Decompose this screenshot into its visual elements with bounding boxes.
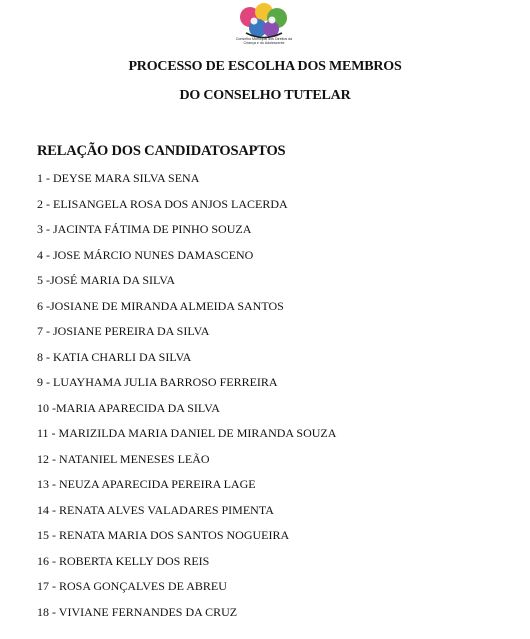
- candidate-item: 17 - ROSA GONÇALVES DE ABREU: [37, 579, 227, 593]
- candidates-heading: RELAÇÃO DOS CANDIDATOSAPTOS: [37, 143, 286, 159]
- logo-caption-line: Criança e do Adolescente: [243, 41, 285, 46]
- document-title-line-1: PROCESSO DE ESCOLHA DOS MEMBROS: [128, 59, 402, 74]
- candidate-item: 13 - NEUZA APARECIDA PEREIRA LAGE: [37, 477, 256, 491]
- candidate-item: 18 - VIVIANE FERNANDES DA CRUZ: [37, 604, 238, 619]
- candidate-item: 5 -JOSÉ MARIA DA SILVA: [37, 273, 176, 287]
- logo-face-right: [269, 17, 276, 24]
- document-title-line-2: DO CONSELHO TUTELAR: [179, 88, 351, 103]
- candidate-item: 4 - JOSE MÁRCIO NUNES DAMASCENO: [37, 247, 254, 262]
- candidate-item: 10 -MARIA APARECIDA DA SILVA: [37, 400, 220, 415]
- candidate-item: 11 - MARIZILDA MARIA DANIEL DE MIRANDA SOUZA: [37, 426, 337, 440]
- candidate-item: 7 - JOSIANE PEREIRA DA SILVA: [37, 324, 210, 338]
- candidate-item: 12 - NATANIEL MENESES LEÃO: [37, 451, 210, 466]
- logo-caption-line: Conselho Municipal dos Direitos da: [235, 37, 293, 41]
- candidate-item: 8 - KATIA CHARLI DA SILVA: [37, 349, 192, 364]
- candidate-list: [37, 170, 336, 629]
- candidate-item: 16 - ROBERTA KELLY DOS REIS: [37, 553, 210, 568]
- candidate-item: 15 - RENATA MARIA DOS SANTOS NOGUEIRA: [37, 528, 290, 542]
- candidate-item: 9 - LUAYHAMA JULIA BARROSO FERREIRA: [37, 375, 278, 389]
- logo-face-left: [251, 18, 258, 25]
- candidate-item: 2 - ELISANGELA ROSA DOS ANJOS LACERDA: [37, 196, 288, 211]
- logo-caption: [224, 37, 304, 45]
- candidate-item: 6 -JOSIANE DE MIRANDA ALMEIDA SANTOS: [37, 298, 284, 313]
- candidate-item: 3 - JACINTA FÁTIMA DE PINHO SOUZA: [37, 222, 252, 236]
- candidate-item: 1 - DEYSE MARA SILVA SENA: [37, 171, 200, 185]
- candidate-item: 14 - RENATA ALVES VALADARES PIMENTA: [37, 502, 274, 517]
